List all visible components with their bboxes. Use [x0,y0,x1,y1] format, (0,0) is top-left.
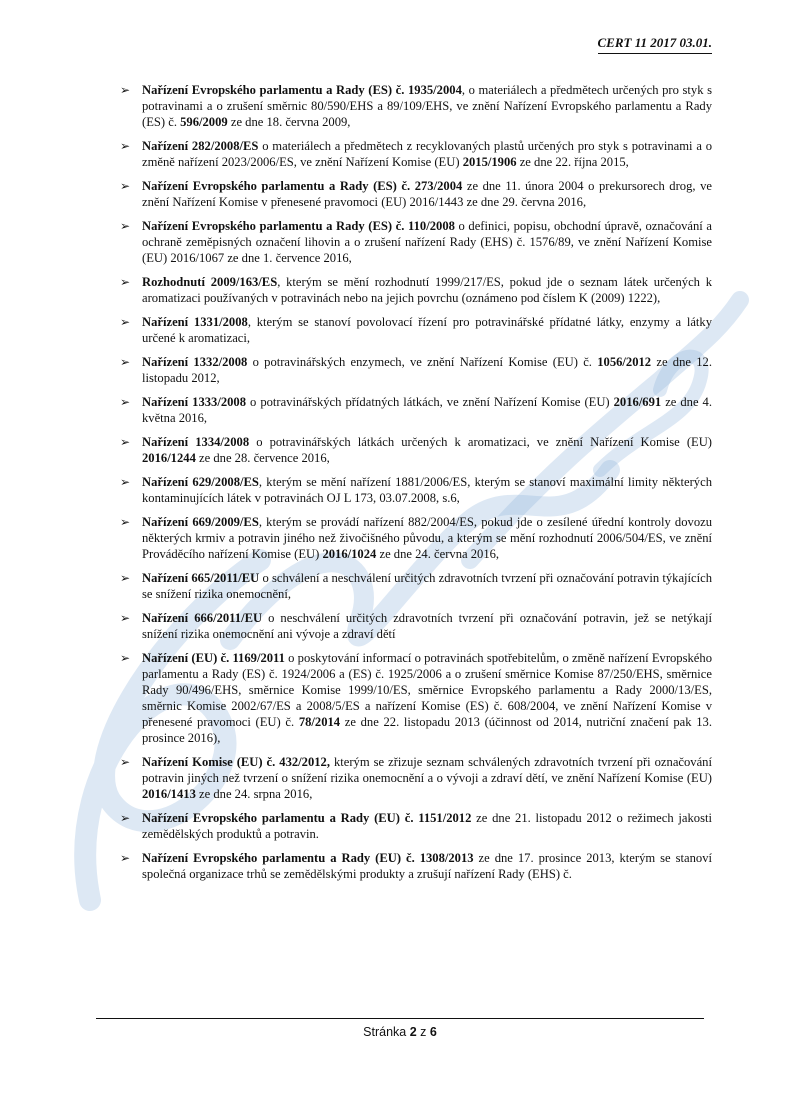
footer-divider [96,1018,704,1019]
bullet-arrow-icon: ➢ [120,851,131,865]
list-item-text: Nařízení 629/2008/ES, kterým se mění nařízení 1881/2006/ES, kterým se stanoví maximální limity některých kontaminujících látek v potravinách OJ L 173, 03.07.2008, s.6, [142,475,712,505]
bullet-arrow-icon: ➢ [120,571,131,585]
bullet-arrow-icon: ➢ [120,435,131,449]
list-item-text: Nařízení 1331/2008, kterým se stanoví povolovací řízení pro potravinářské přídatné látky, enzymy a látky určené k aromatizaci, [142,315,713,345]
bullet-arrow-icon: ➢ [120,83,131,97]
list-item-text: Nařízení Evropského parlamentu a Rady (EU) č. 1308/2013 ze dne 17. prosince 2013, kterým se stanoví společná organizace trhů se zemědělskými produkty a zrušují nařízení Rady (EHS) č. [142,851,712,881]
list-item [120,754,712,802]
list-item-text: Nařízení 665/2011/EU o schválení a neschválení určitých zdravotních tvrzení při označování potravin týkajících se snížení rizika onemocnění, [142,571,713,601]
list-item-text: Nařízení Evropského parlamentu a Rady (ES) č. 1935/2004, o materiálech a předmětech určených pro styk s potravinami a o zrušení směrnic 80/590/EHS a 89/109/EHS, ve znění Nařízení Evropského parlamentu a Rady (ES) č. 596/2009 ze dne 18. června 2009, [142,83,712,129]
bullet-arrow-icon: ➢ [120,355,131,369]
list-item [120,314,712,346]
page-header [120,34,712,54]
list-item [120,274,712,306]
list-item-text: Nařízení 1332/2008 o potravinářských enzymech, ve znění Nařízení Komise (EU) č. 1056/2012 ze dne 12. listopadu 2012, [142,355,712,385]
bullet-arrow-icon: ➢ [120,219,131,233]
bullet-arrow-icon: ➢ [120,515,131,529]
list-item-text: Nařízení 669/2009/ES, kterým se provádí nařízení 882/2004/ES, pokud jde o zesílené úřední kontroly dovozu některých krmiv a potravin jiného než živočišného původu, a kterým se mění rozhodnutí 2006/504/ES, ve znění Prováděcího nařízení Komise (EU) 2016/1024 ze dne 24. června 2016, [142,515,713,561]
list-item-text: Rozhodnutí 2009/163/ES, kterým se mění rozhodnutí 1999/217/ES, pokud jde o seznam látek určených k aromatizaci používaných v potravinách nebo na jejich povrchu (oznámeno pod číslem K (2009) 1222), [142,275,712,305]
list-item [120,394,712,426]
bullet-arrow-icon: ➢ [120,611,131,625]
list-item [120,514,712,562]
list-item [120,354,712,386]
list-item [120,474,712,506]
bullet-arrow-icon: ➢ [120,811,131,825]
list-item [120,178,712,210]
list-item [120,570,712,602]
bullet-arrow-icon: ➢ [120,179,131,193]
list-item [120,218,712,266]
bullet-arrow-icon: ➢ [120,755,131,769]
list-item [120,434,712,466]
document-reference: CERT 11 2017 03.01. [598,35,713,54]
list-item [120,610,712,642]
list-item-text: Nařízení Komise (EU) č. 432/2012, kterým se zřizuje seznam schválených zdravotních tvrzení při označování potravin jiných než tvrzení o snížení rizika onemocnění a o vývoji a zdraví dětí, ve znění Nařízení Komise (EU) 2016/1413 ze dne 24. srpna 2016, [142,755,712,801]
bullet-arrow-icon: ➢ [120,315,131,329]
bullet-arrow-icon: ➢ [120,275,131,289]
page-number: Stránka 2 z 6 [363,1025,437,1039]
list-item-text: Nařízení (EU) č. 1169/2011 o poskytování informací o potravinách spotřebitelům, o změně nařízení Evropského parlamentu a Rady (ES) č. 1924/2006 a (ES) č. 1925/2006 a o zrušení směrnice Komise 87/250/EHS, směrnice Rady 90/496/EHS, směrnice Komise 1999/10/ES, směrnice Evropského parlamentu a Rady 2000/13/ES, směrnic Komise 2002/67/ES a 2008/5/ES a nařízení Komise (ES) č. 608/2004, ve znění Nařízení Komise v přenesené pravomoci (EU) č. 78/2014 ze dne 22. listopadu 2013 (účinnost od 2014, nutriční značení pak 13. prosince 2016), [142,651,712,745]
list-item [120,810,712,842]
list-item-text: Nařízení Evropského parlamentu a Rady (ES) č. 273/2004 ze dne 11. února 2004 o prekursorech drog, ve znění Nařízení Komise v přenesené pravomoci (EU) 2016/1443 ze dne 29. června 2016, [142,179,712,209]
bullet-arrow-icon: ➢ [120,651,131,665]
list-item-text: Nařízení 1333/2008 o potravinářských přídatných látkách, ve znění Nařízení Komise (EU) 2016/691 ze dne 4. května 2016, [142,395,712,425]
bullet-arrow-icon: ➢ [120,395,131,409]
bullet-arrow-icon: ➢ [120,475,131,489]
list-item [120,650,712,746]
list-item-text: Nařízení 1334/2008 o potravinářských látkách určených k aromatizaci, ve znění Nařízení Komise (EU) 2016/1244 ze dne 28. července 2016, [142,435,712,465]
list-item-text: Nařízení Evropského parlamentu a Rady (EU) č. 1151/2012 ze dne 21. listopadu 2012 o režimech jakosti zemědělských produktů a potravin. [142,811,712,841]
list-item [120,82,712,130]
list-item [120,138,712,170]
page-footer [96,1018,704,1039]
regulation-list [120,82,712,890]
list-item [120,850,712,882]
bullet-arrow-icon: ➢ [120,139,131,153]
list-item-text: Nařízení 666/2011/EU o neschválení určitých zdravotních tvrzení při označování potravin, jež se netýkají snížení rizika onemocnění ani vývoje a zdraví dětí [142,611,713,641]
list-item-text: Nařízení 282/2008/ES o materiálech a předmětech z recyklovaných plastů určených pro styk s potravinami a o změně nařízení 2023/2006/ES, ve znění Nařízení Komise (EU) 2015/1906 ze dne 22. října 2015, [142,139,712,169]
list-item-text: Nařízení Evropského parlamentu a Rady (ES) č. 110/2008 o definici, popisu, obchodní úpravě, označování a ochraně zeměpisných označení lihovin a o zrušení nařízení Rady (EHS) č. 1576/89, ve znění Nařízení Komise (EU) 2016/1067 ze dne 1. července 2016, [142,219,712,265]
